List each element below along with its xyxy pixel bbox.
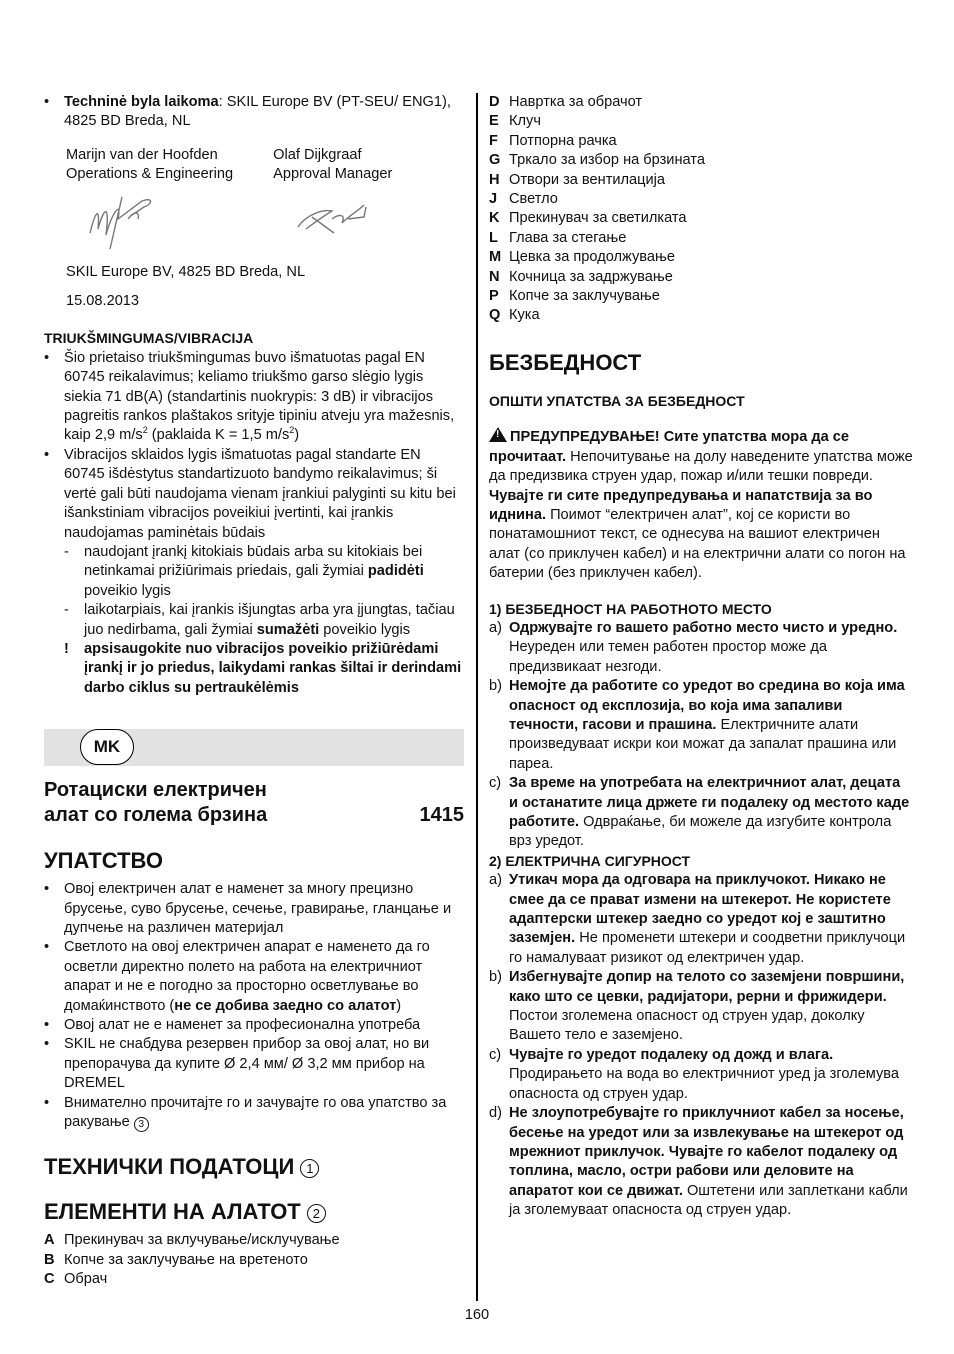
- manual-bullet: • Овој алат не е наменет за професионална употреба: [44, 1016, 464, 1035]
- part-item: J Светло: [489, 191, 558, 208]
- parts-list-left: [44, 1231, 464, 1289]
- noise-bullet-2: • Vibracijos sklaidos lygis išmatuotas pagal standarte EN 60745 išdėstytus standartizuoto bandymo reikalavimus; ši vertė gali būti naudojama vienam įrankiui palyginti su kitu bei išankstiniam vibracijos poveikiui įvertinti, kai įrankis naudojamas paminėtais būdais: [44, 446, 464, 543]
- safety-item: c) Чувајте го уредот подалеку од дожд и влага. Продирањето на вода во електричниот уред ја зголемува опасноста од струен удар.: [489, 1046, 900, 1102]
- tech-file-bullet: • Techninė byla laikoma: SKIL Europe BV (PT-SEU/ ENG1), 4825 BD Breda, NL: [44, 93, 464, 132]
- safety-item: c) За време на употребата на електричниот алат, децата и останатите лица држете ги подалеку од местото каде работите. Одвраќање, би можеле да изгубите контрола врз уредот.: [489, 775, 910, 850]
- product-title: [44, 778, 464, 828]
- signatories: [66, 146, 464, 185]
- signatory-2: [273, 146, 392, 185]
- part-item: P Копче за заклучување: [489, 288, 660, 305]
- signatures: [44, 185, 464, 263]
- safety-heading: БЕЗБЕДНОСТ: [489, 349, 642, 375]
- language-band: [44, 729, 464, 766]
- language-code: MK: [80, 729, 134, 765]
- figure-ref: 2: [307, 1204, 326, 1223]
- noise-heading: TRIUKŠMINGUMAS/VIBRACIJA: [44, 330, 254, 347]
- figure-ref: 3: [134, 1117, 149, 1132]
- part-item: M Цевка за продолжување: [489, 249, 675, 266]
- part-item: A Прекинувач за вклучување/исклучување: [44, 1232, 340, 1249]
- general-warning: !ПРЕДУПРЕДУВАЊЕ! Сите упатства мора да се прочитаат. Непочитување на долу наведените упатства може да предизвика струен удар, пожар и/или тешки повреди. Чувајте ги сите предупредувања и напатствија за во иднина. Поимот “електричен алат”, кој се користи во понатамошниот текст, се однесува на вашиот електричен алат (со приклучен кабел) и на електрични алати со погон на батерии (без приклучен кабел).: [489, 427, 913, 583]
- part-item: Q Кука: [489, 307, 540, 324]
- manual-heading: УПАТСТВО: [44, 848, 163, 874]
- safety-item: d) Не злоупотребувајте го приклучниот кабел за носење, бесење на уредот или за извлекување на штекерот од мрежниот приклучок. Чувајте го кабелот подалеку од топлина, масло, остри рабови или деловите на апаратот кои се движат. Оштетени или заплеткани кабли ја зголемуваат опасноста од струен удар.: [489, 1105, 908, 1219]
- workplace-safety-heading: 1) БЕЗБЕДНОСТ НА РАБОТНОТО МЕСТО: [489, 600, 772, 617]
- company-address: SKIL Europe BV, 4825 BD Breda, NL: [66, 263, 306, 280]
- manual-bullet: • Светлото на овој електричен апарат е наменето да го осветли директно полето на работа на електричниот апарат и не е погодно за просторно осветлување во домаќинството (не се добива заедно со алатот): [44, 938, 464, 1016]
- noise-bullet-1: • Šio prietaiso triukšmingumas buvo išmatuotas pagal EN 60745 reikalavimus; keliamo triukšmo garso slėgio lygis siekia 71 dB(A) (standartinis nuokrypis: 3 dB) ir vibracijos pagreitis rankos plaštakos srityje tipiniu atveju yra mažesnis, kaip 2,9 $m/s^2$ (paklaida K = 1,5 $m/s^2$): [44, 349, 464, 446]
- manual-bullet: • Внимателно прочитајте го и зачувајте го ова упатство за ракување 3: [44, 1094, 464, 1133]
- part-item: D Навртка за обрачот: [489, 94, 643, 110]
- signatory-1: [66, 146, 233, 185]
- safety-item: b) Избегнувајте допир на телото со заземјени површини, како што се цевки, радијатори, рерни и фрижидери. Постои зголемена опасност од струен удар, доколку Вашето тело е заземјено.: [489, 969, 905, 1044]
- manual-bullet: • Овој електричен алат е наменет за многу прецизно брусење, суво брусење, сечење, гравирање, гланцање и дупчење на различен материјал: [44, 880, 464, 938]
- part-item: B Копче за заклучување на вретеното: [44, 1251, 308, 1268]
- part-item: K Прекинувач за светилката: [489, 210, 687, 227]
- manual-bullets: [44, 880, 464, 1132]
- part-item: E Клуч: [489, 113, 541, 130]
- declaration-date: 15.08.2013: [66, 293, 140, 310]
- product-title-line-1: Ротациски електричен: [44, 779, 267, 802]
- parts-list-right: [489, 93, 913, 326]
- signature-2-icon: [292, 193, 382, 253]
- noise-sub-2: - laikotarpiais, kai įrankis išjungtas arba yra įjungtas, tačiau juo nedirbama, gali žymiai sumažėti poveikio lygis: [64, 602, 455, 638]
- page-number: 160: [464, 1307, 490, 1323]
- signatory-role: Approval Manager: [273, 166, 393, 183]
- part-item: F Потпорна рачка: [489, 132, 617, 149]
- product-title-line-2: алат со голема брзина: [44, 804, 268, 827]
- warning-triangle-icon: [489, 427, 507, 442]
- part-item: C Обрач: [44, 1271, 108, 1288]
- electrical-safety-heading: 2) ЕЛЕКТРИЧНА СИГУРНОСТ: [489, 852, 691, 869]
- figure-ref: 1: [300, 1159, 319, 1178]
- signature-1-icon: [82, 189, 182, 259]
- signatory-name: Olaf Dijkgraaf: [273, 146, 362, 163]
- model-number: 1415: [419, 804, 464, 827]
- safety-item: a) Утикач мора да одговара на приклучокот. Никако не смее да се прават измени на штекерот. Не користете адаптерски штекер заедно со уредот кој е заштитно заземјен. Не променети штекери и соодветни приклучоци го намалуваат ризикот од електричен удар.: [489, 872, 906, 966]
- right-column: [489, 93, 913, 1221]
- part-item: G Тркало за избор на брзината: [489, 152, 705, 169]
- noise-sub-1: - naudojant įrankį kitokiais būdais arba su kitokiais bei netinkamai prižiūrimais priedais, gali žymiai padidėti poveikio lygis: [64, 543, 424, 599]
- tech-data-heading: ТЕХНИЧКИ ПОДАТОЦИ 1: [44, 1154, 464, 1180]
- elements-heading: ЕЛЕМЕНТИ НА АЛАТОТ 2: [44, 1199, 464, 1225]
- safety-item: a) Одржувајте го вашето работно место чисто и уредно. Неуреден или темен работен простор може да предизвикаат незгоди.: [489, 619, 898, 675]
- general-safety-heading: ОПШТИ УПАТСТВА ЗА БЕЗБЕДНОСТ: [489, 392, 745, 409]
- manual-bullet: • SKIL не снабдува резервен прибор за овој алат, но ви препорачува да купите Ø 2,4 мм/ Ø 3,2 мм прибор на DREMEL: [44, 1035, 464, 1093]
- signatory-role: Operations & Engineering: [66, 166, 234, 183]
- left-column: [44, 93, 464, 1290]
- column-divider: [476, 93, 478, 1301]
- part-item: H Отвори за вентилација: [489, 171, 666, 188]
- signatory-name: Marijn van der Hoofden: [66, 146, 218, 163]
- part-item: L Глава за стегање: [489, 229, 627, 246]
- noise-sub-3: ! apsisaugokite nuo vibracijos poveikio prižiūrėdami įrankį ir jo priedus, laikydami rankas šiltai ir derindami darbo ciklus su pertraukėlėmis: [64, 640, 462, 696]
- part-item: N Кочница за задржување: [489, 268, 673, 285]
- safety-item: b) Немојте да работите со уредот во средина во која има опасност од експлозија, во која има запаливи течности, гасови и прашина. Електричните алати произведуваат искри кои можат да запалат прашина или пареа.: [489, 678, 905, 772]
